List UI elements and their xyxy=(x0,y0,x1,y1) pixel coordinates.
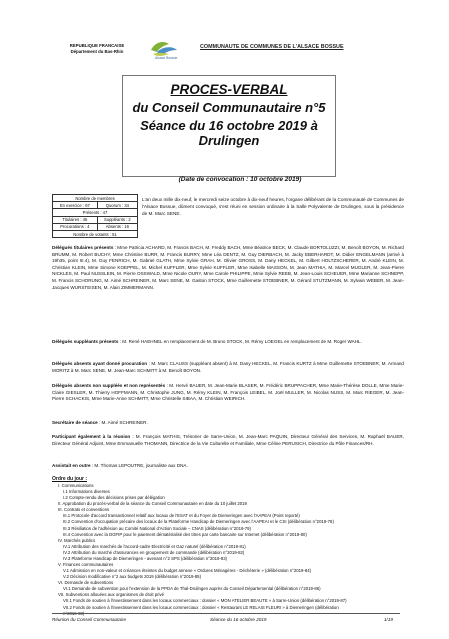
community-logo xyxy=(143,36,185,64)
secretary-text: : M. Aimé SCHREINER. xyxy=(99,420,148,425)
suppleants-paragraph xyxy=(52,339,404,346)
council-number: du Conseil Communautaire n°5 xyxy=(132,100,326,115)
agenda-item: V. Finances communautaires xyxy=(58,562,114,568)
members-in-office: En exercice : 67 xyxy=(53,202,98,209)
titulaires-label: Délégués titulaires présents xyxy=(52,245,114,250)
proxies-text: : M. Marc CLAUSS (suppléant absent) à M. Dany HECKEL, M. Francis KURTZ à Mme Guillemette STOEBNER, M. Armand MORITZ à M. Marc SENE, M. Jean-Marc SCHMITT à M. Benoît BOYON. xyxy=(52,361,404,373)
republic-label: REPUBLIQUE FRANCAISE xyxy=(69,43,125,48)
document-title: PROCES-VERBAL xyxy=(170,82,288,97)
header-left xyxy=(52,43,142,55)
members-titular: Titulaires : 45 xyxy=(53,216,98,223)
agenda-item: IV.3 Plateforme Handicap de Diemeringen - avenant n°2 SPS (délibération n°2019-83) xyxy=(63,555,228,561)
page-number: 1/19 xyxy=(384,617,393,622)
participants-text: : M. François MATHIS, Trésorier de Sarre-Union, M. Jean-Marc PAQUIN, Directeur Général des Services, M. Raphaël BAUER, Directeur Général Adjoint, Mme Emmanuelle THOMANN, Directrice de la Vie Culturelle et Familiale, Mme Céline PERUSICH, Directrice du Pôle Finances/RH. xyxy=(52,434,405,446)
suppleants-label: Délégués suppléants présents xyxy=(52,339,119,344)
agenda-item: VI. Demande de subventions xyxy=(58,580,114,586)
convocation-date: (Date de convocation : 10 octobre 2019) xyxy=(178,176,302,183)
footer-left: Réunion du Conseil Communautaire xyxy=(52,617,127,622)
agenda-title: Ordre du jour : xyxy=(52,476,87,482)
title-box xyxy=(122,75,336,177)
agenda-item: I. Communications xyxy=(58,483,94,488)
members-substitutes: Suppléants : 2 xyxy=(97,216,137,223)
agenda-list xyxy=(52,483,412,617)
members-quorum: Quorum : 34 xyxy=(97,202,137,209)
assistait-label: Assistait en outre xyxy=(52,463,91,468)
agenda-item: IV. Marchés publics xyxy=(58,537,96,543)
participants-paragraph xyxy=(52,434,404,447)
agenda-item: VI.1 Demande de subvention pour l'extension de la PPDA de Thal-Drulingen auprès du Conseil Départemental (délibération n°2019-86) xyxy=(63,586,321,592)
agenda-item: III.3 Résiliation de l'adhésion au Comité National d'Action Sociale – CNAS (délibération n°2019-79) xyxy=(63,525,251,531)
agenda-item: V.1 Admission en non-valeur et créances éteintes du budget annexe « Ordures Ménagères - Déchèterie » (délibération n°2019-84) xyxy=(63,568,312,574)
agenda-item: IV.1 Attribution des marchés de l'accord-cadre Electricité et Gaz naturel (délibération n°2019-81) xyxy=(63,543,246,549)
secretary-paragraph xyxy=(52,420,404,427)
agenda-item: VII. Subventions allouées aux organismes de droit privé xyxy=(58,592,165,598)
members-voters: Nombre de votants : 51 xyxy=(53,230,138,237)
members-table xyxy=(52,194,138,238)
agenda-item: VII.1 Fonds de soutien à l'investissement dans les locaux commerciaux : dossier « MON ATELIER BEAUTE » à Sarre-Union (délibération n°2019-87) xyxy=(63,598,347,604)
titulaires-paragraph xyxy=(52,245,404,291)
proxies-label: Délégués absents ayant donné procuration xyxy=(52,361,148,366)
agenda-item: n°2019-88) xyxy=(63,610,85,616)
intro-paragraph: L'an deux mille dix-neuf, le mercredi seize octobre à dix-neuf heures, l'organe délibérant de la Communauté de Communes de l'Alsace Bossue, dûment convoqué, s'est réuni en session ordinaire à la Salle Polyvalente de Drulingen, sous la présidence de M. Marc SENE. xyxy=(142,197,404,216)
participants-label: Participant également à la réunion xyxy=(52,434,131,439)
agenda-item: I.2 Compte-rendu des décisions prises par délégation xyxy=(63,495,165,501)
members-absent: Absents : 16 xyxy=(97,223,137,230)
assistait-paragraph xyxy=(52,463,404,470)
agenda-item: III.1 Protocole d'accord transactionnel relatif aux locaux de l'ESAT et du Foyer de Diemeringen avec l'AAPEAI (Point reporté) xyxy=(63,513,300,519)
agenda-item: II. Approbation du procès-verbal de la séance du Conseil Communautaire en date du 10 juillet 2019 xyxy=(58,501,247,507)
titulaires-text: : Mme Patricia ACHARD, M. Francis BACH, M. Freddy BACH, Mme Béatrice BECK, M. Claude BORTOLUZZI, M. Benoît BOYON, M. Richard BRUMM, M. Robert BUCHY, Mme Christine BURR, M. Francis BURRY, Mme Léa DENTZ, M. Guy DIERBACH, M. Jacky EBERHARDT, M. Didier ENGELMANN (arrivé à 19h35, point III.4), M. Guy FENRICH, M. Gabriel GLATH, Mme Sylvie GRAH, M. Olivier GROSS, M. Dany HECKEL, M. Gilbert HOLTZSCHERER, M. André KLEIN, M. Christian KLEIN, Mme Simone KOEPPEL, M. Michel KUFFLER, Mme Sylvie KUFFLER, Mme Isabelle MASSON, M. Jean MATHIA, M. Marcel MUGLER, M. Jean-Pierre NICKLES, M. Paul NUSSLEIN, M. Pierre OSSWALD, Mme Nicole OURY, Mme Carole PHILIPPE, Mme Sylvie REEB, M. Jean-Louis SCHEUER, Mme Marianne SCHNEPP, M. Francis SCHORUNG, M. Aimé SCHREINER, M. Marc SENE, M. Gaston STOCK, Mme Guillemette STOEBNER, M. Gérard STUTZMANN, M. Sylvain WEBER, M. Jean-Jacques WURSTEISEN, M. Alain ZIMMERMANN. xyxy=(52,245,404,290)
agenda-item: I.1 Informations diverses xyxy=(63,489,110,495)
agenda-item: III.4 Convention avec la DGFIP pour le paiement dématérialisé des titres par carte bancaire sur Internet (délibération n°2019-80) xyxy=(63,531,307,537)
absents-paragraph xyxy=(52,383,404,403)
proxies-paragraph xyxy=(52,361,404,374)
members-present: Présents : 47 xyxy=(53,209,138,216)
members-header: Nombre de membres xyxy=(53,195,138,202)
absents-label: Délégués absents non suppléés et non représentés xyxy=(52,383,166,388)
session-date: Séance du 16 octobre 2019 à Drulingen xyxy=(140,118,318,148)
agenda-item: VII.2 Fonds de soutien à l'investissement dans les locaux commerciaux : dossier « Restaurant LE RELAIS FLEURI » à Diemeringen (délibération xyxy=(63,604,339,610)
agenda-item: III. Contrats et conventions xyxy=(58,507,110,513)
agenda-item: IV.2 Attribution du marché d'assurances en groupement de commande (délibération n°2019-82) xyxy=(63,549,245,555)
members-proxies: Procurations : 4 xyxy=(53,223,98,230)
absents-text: : M. Hervé BAUER, M. Jean-Marie BLASER, M. Frédéric BRUPPACHER, Mme Marie-Thérèse DOLLE, Mme Marie-Claire GIESLER, M. Thierry HOFFMANN, M. Christophe JUNG, M. Rémy KLEIN, M. François LEIBEL, M. Joël MULLER, M. Nicolas NUSS, M. Marc RIEGER, M. Jean-Pierre SCHACKIS, Mme Marie-Anne SCHMITT, Mme Christelle SIBAA, M. Christian WEIRICH. xyxy=(52,383,405,402)
assistait-text: : M. Thomas LEPOUTRE, journaliste aux DNA. xyxy=(91,463,188,468)
footer-divider xyxy=(52,613,400,614)
agenda-item: V.2 Décision modificative n°2 aux budgets 2019 (délibération n°2019-85) xyxy=(63,574,202,580)
department-label: Département du Bas-Rhin xyxy=(70,49,124,54)
secretary-label: Secrétaire de séance xyxy=(52,420,98,425)
community-title: COMMUNAUTE DE COMMUNES DE L'ALSACE BOSSUE xyxy=(200,44,344,50)
suppleants-text: : M. René HAEHNEL en remplacement de M. Bruno STOCK, M. Rémy LOEGEL en remplacement de M. Roger WAHL. xyxy=(119,339,362,344)
logo-text: Alsace Bossue xyxy=(155,56,178,60)
footer-center: Séance du 16 octobre 2019 xyxy=(210,617,267,622)
agenda-item: III.2 Convention d'occupation précaire des locaux de la Plateforme Handicap de Diemeringen avec l'AAPEAI et le CSI (délibération n°2019-78) xyxy=(63,519,334,525)
